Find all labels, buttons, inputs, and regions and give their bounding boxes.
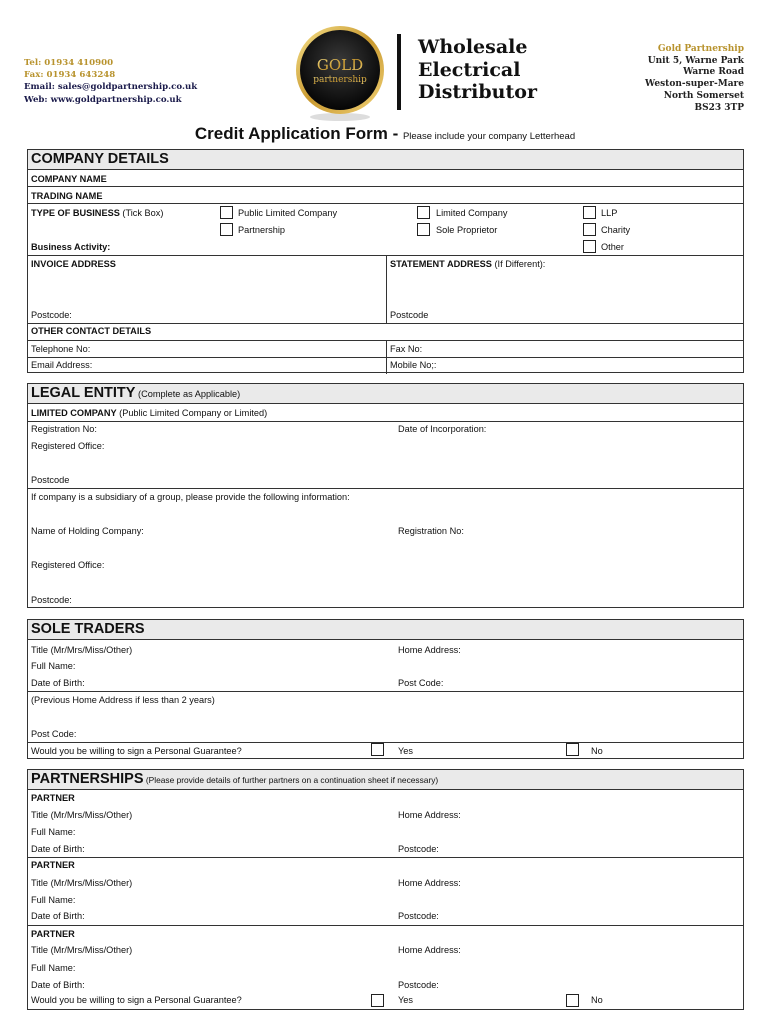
checkbox-guarantee-yes[interactable] (371, 743, 384, 756)
invoice-postcode-field[interactable]: Postcode: (31, 310, 72, 320)
label-plc: Public Limited Company (238, 208, 338, 218)
company-name-field[interactable]: COMPANY NAME (31, 174, 107, 184)
partner-title-field[interactable]: Title (Mr/Mrs/Miss/Other) (31, 810, 133, 820)
checkbox-limited[interactable] (417, 206, 430, 219)
sole-postcode-field[interactable]: Post Code: (398, 678, 444, 688)
partner-title-field[interactable]: Title (Mr/Mrs/Miss/Other) (31, 878, 133, 888)
checkbox-partnership[interactable] (220, 223, 233, 236)
partner-dob-field[interactable]: Date of Birth: (31, 980, 85, 990)
telephone-field[interactable]: Telephone No: (31, 344, 91, 354)
partnerships-section (27, 769, 744, 1010)
checkbox-plc[interactable] (220, 206, 233, 219)
subsidiary-note: If company is a subsidiary of a group, please provide the following information: (31, 492, 350, 502)
svg-text:partnership: partnership (313, 75, 367, 85)
section-heading: LEGAL ENTITY (Complete as Applicable) (28, 384, 743, 404)
guarantee-question: Would you be willing to sign a Personal Guarantee? (31, 746, 242, 756)
partner-name-field[interactable]: Full Name: (31, 827, 76, 837)
statement-postcode-field[interactable]: Postcode (390, 310, 429, 320)
contact-email: Email: sales@goldpartnership.co.uk (24, 82, 198, 93)
section-heading: PARTNERSHIPS (Please provide details of further partners on a continuation sheet if necessary) (28, 770, 743, 790)
holding-registration-field[interactable]: Registration No: (398, 526, 464, 536)
partner-label: PARTNER (31, 929, 75, 939)
partner-name-field[interactable]: Full Name: (31, 963, 76, 973)
trading-name-field[interactable]: TRADING NAME (31, 191, 103, 201)
previous-postcode-field[interactable]: Post Code: (31, 729, 77, 739)
checkbox-partners-guarantee-yes[interactable] (371, 994, 384, 1007)
label-partnership: Partnership (238, 225, 285, 235)
other-contact-label: OTHER CONTACT DETAILS (31, 326, 152, 336)
sole-dob-field[interactable]: Date of Birth: (31, 678, 85, 688)
checkbox-other[interactable] (583, 240, 596, 253)
partner-label: PARTNER (31, 860, 75, 870)
partner-home-field[interactable]: Home Address: (398, 945, 461, 955)
partners-no-label: No (591, 995, 603, 1005)
partner-name-field[interactable]: Full Name: (31, 895, 76, 905)
mobile-field[interactable]: Mobile No;: (390, 360, 437, 370)
section-heading: SOLE TRADERS (28, 620, 743, 640)
company-details-section (27, 149, 744, 373)
partners-guarantee-question: Would you be willing to sign a Personal Guarantee? (31, 995, 242, 1005)
label-llp: LLP (601, 208, 618, 218)
registered-office-field[interactable]: Registered Office: (31, 441, 105, 451)
section-heading: COMPANY DETAILS (28, 150, 743, 170)
svg-text:GOLD: GOLD (316, 56, 364, 74)
contact-tel: Tel: 01934 410900 (24, 58, 114, 68)
invoice-address-field[interactable]: INVOICE ADDRESS (31, 259, 116, 269)
checkbox-sole[interactable] (417, 223, 430, 236)
sole-title-field[interactable]: Title (Mr/Mrs/Miss/Other) (31, 645, 133, 655)
guarantee-no-label: No (591, 746, 603, 756)
checkbox-partners-guarantee-no[interactable] (566, 994, 579, 1007)
checkbox-charity[interactable] (583, 223, 596, 236)
registration-no-field[interactable]: Registration No: (31, 424, 97, 434)
header-heading: Wholesale Electrical Distributor (418, 36, 537, 103)
partners-yes-label: Yes (398, 995, 413, 1005)
previous-address-field[interactable]: (Previous Home Address if less than 2 years) (31, 695, 215, 705)
checkbox-llp[interactable] (583, 206, 596, 219)
limited-company-label: LIMITED COMPANY (Public Limited Company or Limited) (31, 408, 268, 418)
type-of-business-label: TYPE OF BUSINESS (Tick Box) (31, 208, 164, 218)
label-sole: Sole Proprietor (436, 225, 498, 235)
partner-dob-field[interactable]: Date of Birth: (31, 844, 85, 854)
partner-home-field[interactable]: Home Address: (398, 878, 461, 888)
sole-home-address-field[interactable]: Home Address: (398, 645, 461, 655)
statement-address-field[interactable]: STATEMENT ADDRESS (If Different): (390, 259, 546, 269)
partner-postcode-field[interactable]: Postcode: (398, 911, 439, 921)
contact-fax: Fax: 01934 643248 (24, 70, 116, 81)
sole-traders-section (27, 619, 744, 759)
label-limited: Limited Company (436, 208, 508, 218)
business-activity-field[interactable]: Business Activity: (31, 242, 111, 252)
legal-postcode-field[interactable]: Postcode (31, 475, 70, 485)
partner-title-field[interactable]: Title (Mr/Mrs/Miss/Other) (31, 945, 133, 955)
guarantee-yes-label: Yes (398, 746, 413, 756)
contact-web: Web: www.goldpartnership.co.uk (24, 94, 182, 105)
partner-label: PARTNER (31, 793, 75, 803)
holding-postcode-field[interactable]: Postcode: (31, 595, 72, 605)
form-title: Credit Application Form - Please include your company Letterhead (194, 124, 576, 143)
company-address: Gold Partnership Unit 5, Warne Park Warne Road Weston-super-Mare North Somerset BS23 3TP (645, 44, 744, 113)
fax-field[interactable]: Fax No: (390, 344, 423, 354)
checkbox-guarantee-no[interactable] (566, 743, 579, 756)
header-divider (397, 34, 401, 110)
legal-entity-section (27, 383, 744, 608)
partner-postcode-field[interactable]: Postcode: (398, 980, 439, 990)
date-incorporation-field[interactable]: Date of Incorporation: (398, 424, 487, 434)
label-other: Other (601, 242, 624, 252)
label-charity: Charity (601, 225, 631, 235)
partner-postcode-field[interactable]: Postcode: (398, 844, 439, 854)
partner-home-field[interactable]: Home Address: (398, 810, 461, 820)
partner-dob-field[interactable]: Date of Birth: (31, 911, 85, 921)
email-field[interactable]: Email Address: (31, 360, 93, 370)
holding-company-field[interactable]: Name of Holding Company: (31, 526, 144, 536)
sole-full-name-field[interactable]: Full Name: (31, 661, 76, 671)
gold-partnership-logo (290, 24, 390, 124)
contact-block (24, 57, 197, 106)
holding-office-field[interactable]: Registered Office: (31, 560, 105, 570)
